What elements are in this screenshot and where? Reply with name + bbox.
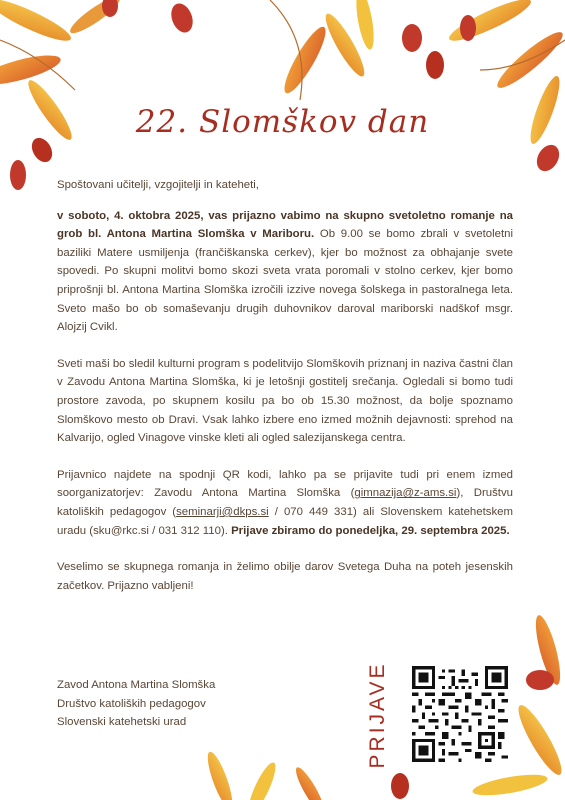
leaf-icon (203, 749, 328, 800)
invitation-highlight: v soboto, 4. oktobra 2025, vas prijazno vabimo na skupno svetoletno romanje na grob bl. Antona Martina Slomška v Mariboru. (57, 209, 513, 241)
signature-line: Zavod Antona Martina Slomška (57, 679, 216, 691)
paragraph-closing: Veselimo se skupnega romanja in želimo obilje darov Svetega Duha na poteh jesenskih začetkov. Prijazno vabljeni! (57, 561, 513, 592)
prijave-label: PRIJAVE (366, 661, 389, 769)
berry-icon (402, 15, 564, 175)
signature-line: Slovenski katehetski urad (57, 716, 187, 729)
paragraph-registration: Prijavnico najdete na spodnji QR kodi, lahko pa se prijavite tudi pri enem izmed soorganizatorjev: Zavodu Antona Martina Slomška (gimnazija@z-ams.si), Društvu katoliških pedagogov (seminarji@dkps.si / 070 449 331) ali Slovenskem katehetskem uradu (sku@rkc.si / 031 312 110). Prijave zbiramo do ponedeljka, 29. septembra 2025. (57, 468, 513, 537)
paragraph-program: Sveti maši bo sledil kulturni program s podelitvijo Slomškovih priznanj in naziva častni član v Zavodu Antona Martina Slomška, ki je letošnji gostitelj srečanja. Ogledali si bomo tudi prostore zavoda, po skupnem kosilu pa bo ob 15.30 možnost, da bolje spoznamo Slomškovo mesto ob Dravi. Vsak lahko izbere eno izmed možnih dejavnosti: sprehod na Kalvarijo, ogled Vinagove vinske kleti ali ogled salezijanskega centra. (57, 357, 513, 445)
registration-deadline: Prijave zbiramo do ponedeljka, 29. septembra 2025. (231, 524, 510, 537)
greeting: Spoštovani učitelji, vzgojitelji in kateheti, (57, 179, 259, 191)
letter-body (57, 176, 513, 595)
signature-line: Društvo katoliških pedagogov (57, 697, 206, 710)
email-link-seminarji[interactable]: seminarji@dkps.si (176, 505, 269, 518)
email-link-gimnazija[interactable]: gimnazija@z-ams.si (354, 487, 457, 500)
paragraph-invitation: v soboto, 4. oktobra 2025, vas prijazno vabimo na skupno svetoletno romanje na grob bl. Antona Martina Slomška v Mariboru. Ob 9.00 se bomo zbrali v svetoletni baziliki Matere usmiljenja (frančiškanska cerkev), kjer bo možnost za obhajanje svete spovedi. Po skupni molitvi bomo skozi sveta vrata poromali v stolno cerkev, kjer bomo priprošnji bl. Antona Martina Slomška izročili izzive novega šolskega in pastoralnega leta. Sveto mašo bo ob somaševanju drugih duhovnikov daroval mariborski nadškof msgr. Alojzij Cvikl. (57, 209, 513, 334)
signatures (57, 676, 215, 732)
page-title: 22. Slomškov dan (135, 104, 430, 140)
qr-code[interactable] (412, 666, 508, 762)
